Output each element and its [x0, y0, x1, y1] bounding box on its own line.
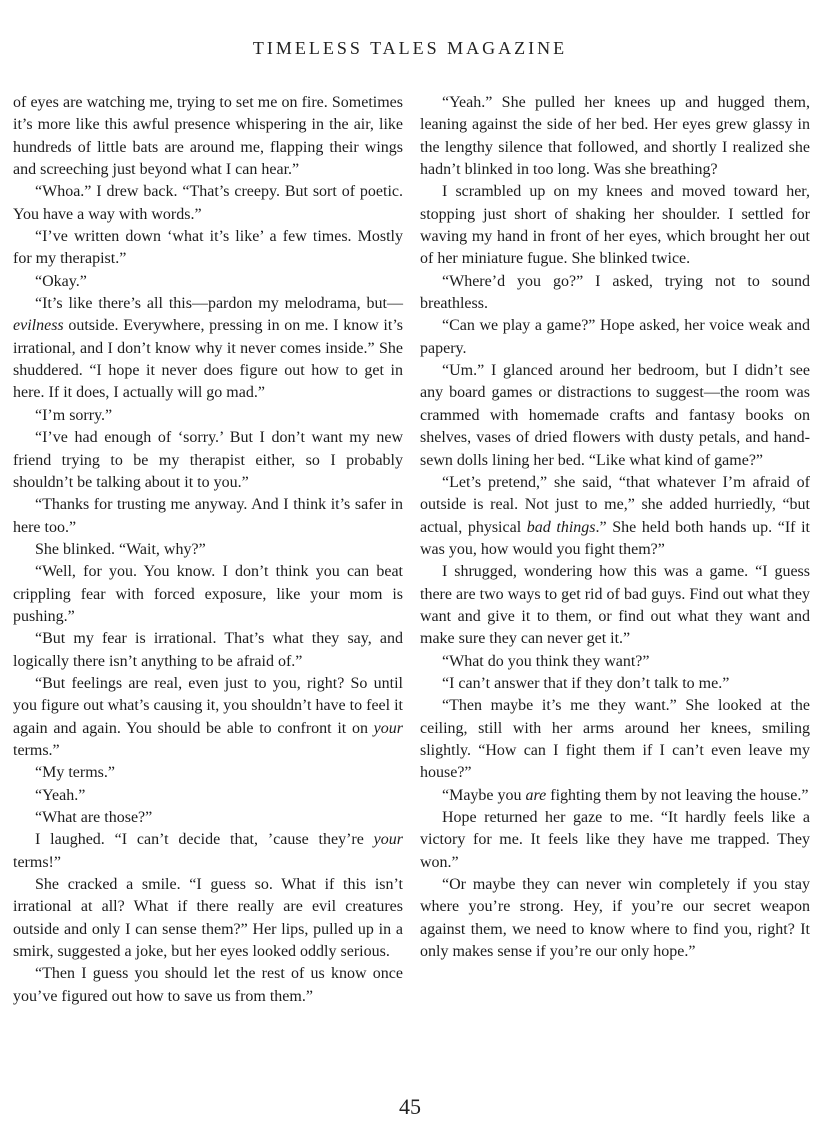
text-run: Hope returned her gaze to me. “It hardly feels like a victory for me. It feels like they have me trapped. They won.” — [420, 809, 810, 871]
paragraph — [13, 963, 403, 1008]
text-run: I scrambled up on my knees and moved toward her, stopping just short of shaking her shoulder. I settled for waving my hand in front of her eyes, which brought her out of her miniature fugue. She blinked twice. — [420, 183, 810, 268]
text-run: “But feelings are real, even just to you, right? So until you figure out what’s causing it, you shouldn’t have to feel it again and again. You should be able to confront it on — [13, 674, 403, 737]
text-run: She cracked a smile. “I guess so. What if this isn’t irrational at all? What if there really are evil creatures outside and only I can sense them?” Her lips, pulled up in a smirk, suggested a joke, but her eyes looked oddly serious. — [13, 876, 403, 961]
paragraph — [13, 829, 403, 874]
paragraph — [420, 271, 810, 316]
page-number: 45 — [399, 1094, 421, 1119]
paragraph — [420, 874, 810, 963]
paragraph — [13, 181, 403, 226]
text-run: “My terms.” — [35, 764, 115, 782]
italic-text: evilness — [13, 317, 64, 335]
paragraph — [13, 762, 403, 784]
text-run: terms!” — [13, 853, 61, 871]
text-run: “What do you think they want?” — [442, 652, 650, 670]
paragraph — [420, 673, 810, 695]
paragraph — [13, 293, 403, 405]
paragraph — [420, 561, 810, 650]
right-column — [420, 92, 810, 963]
text-run: “I can’t answer that if they don’t talk to me.” — [442, 674, 730, 692]
text-run: “I’ve written down ‘what it’s like’ a few times. Mostly for my therapist.” — [13, 228, 403, 268]
paragraph — [420, 695, 810, 784]
paragraph — [13, 673, 403, 762]
paragraph — [13, 807, 403, 829]
text-run: I laughed. “I can’t decide that, ’cause they’re — [35, 831, 374, 849]
paragraph — [420, 651, 810, 673]
text-run: “Then maybe it’s me they want.” She looked at the ceiling, still with her arms around her knees, smiling slightly. “How can I fight them if I can’t even leave my house?” — [420, 697, 810, 782]
text-run: “I’m sorry.” — [35, 406, 113, 424]
paragraph — [420, 785, 810, 807]
paragraph — [13, 92, 403, 181]
text-run: “Can we play a game?” Hope asked, her voice weak and papery. — [420, 317, 810, 357]
paragraph — [13, 874, 403, 963]
text-run: “Well, for you. You know. I don’t think you can beat crippling fear with forced exposure, like your mom is pushing.” — [13, 563, 403, 625]
italic-text: your — [373, 831, 403, 849]
text-run: “Thanks for trusting me anyway. And I think it’s safer in here too.” — [13, 496, 403, 536]
text-run: “I’ve had enough of ‘sorry.’ But I don’t want my new friend trying to be my therapist either, so I probably shouldn’t be talking about it to you.” — [13, 429, 403, 491]
paragraph — [420, 807, 810, 874]
text-run: “What are those?” — [35, 809, 153, 826]
paragraph — [420, 472, 810, 561]
text-run: “Where’d you go?” I asked, trying not to sound breathless. — [420, 272, 810, 313]
paragraph — [13, 427, 403, 494]
paragraph — [13, 561, 403, 628]
text-run: outside. Everywhere, pressing in on me. I know it’s irrational, and I don’t know why it never comes inside.” She shuddered. “I hope it never does figure out how to get in here. If it does, I actually will go mad.” — [13, 317, 403, 402]
text-run: fighting them by not leaving the house.” — [546, 786, 809, 804]
paragraph — [420, 360, 810, 472]
paragraph — [420, 181, 810, 270]
running-header: TIMELESS TALES MAGAZINE — [252, 38, 568, 58]
text-run: .” She held both hands up. “If it was you, how would you fight them?” — [420, 518, 810, 558]
paragraph — [420, 92, 810, 181]
text-run: “Whoa.” I drew back. “That’s creepy. But sort of poetic. You have a way with words.” — [13, 183, 403, 223]
italic-text: bad things — [526, 518, 596, 536]
text-run: She blinked. “Wait, why?” — [35, 540, 206, 558]
paragraph — [13, 405, 403, 427]
paragraph — [13, 785, 403, 807]
text-run: “Okay.” — [35, 272, 87, 290]
paragraph — [420, 315, 810, 360]
left-column — [13, 92, 403, 1008]
text-run: “It’s like there’s all this—pardon my melodrama, but— — [35, 295, 403, 313]
paragraph — [13, 271, 403, 293]
italic-text: are — [525, 786, 547, 804]
text-run: “Um.” I glanced around her bedroom, but I didn’t see any board games or distractions to suggest—the room was crammed with homemade crafts and fantasy books on shelves, vases of dried flowers with dusty petals, and hand-sewn dolls lining her bed. “Like what kind of game?” — [420, 362, 810, 469]
italic-text: your — [373, 719, 403, 737]
text-run: “Maybe you — [442, 786, 526, 804]
text-run: “Yeah.” — [35, 786, 86, 804]
text-run: “Let’s pretend,” she said, “that whatever I’m afraid of outside is real. Not just to me,” she added hurriedly, “but actual, physical — [420, 473, 810, 536]
text-run: terms.” — [13, 741, 60, 759]
text-run: “Yeah.” She pulled her knees up and hugged them, leaning against the side of her bed. Her eyes grew glassy in the lengthy silence that followed, and shortly I realized she hadn’t blinked in too long. Was she breathing? — [420, 94, 810, 179]
text-run: I shrugged, wondering how this was a game. “I guess there are two ways to get rid of bad guys. Find out what they want and give it to them, or find out what they want and make sure they can never get it.” — [420, 563, 810, 648]
text-run: “Or maybe they can never win completely if you stay where you’re strong. Hey, if you’re our secret weapon against them, we need to know where to find you, right? It only makes sense if you’re our only hope.” — [420, 876, 810, 961]
text-run: “Then I guess you should let the rest of us know once you’ve figured out how to save us from them.” — [13, 965, 403, 1005]
text-run: “But my fear is irrational. That’s what they say, and logically there isn’t anything to be afraid of.” — [13, 630, 403, 670]
paragraph — [13, 494, 403, 539]
paragraph — [13, 226, 403, 271]
paragraph — [13, 628, 403, 673]
text-run: of eyes are watching me, trying to set me on fire. Sometimes it’s more like this awful presence whispering in the air, like hundreds of little bats are around me, flapping their wings and screeching just beyond what I can hear.” — [13, 94, 403, 179]
paragraph — [13, 539, 403, 561]
